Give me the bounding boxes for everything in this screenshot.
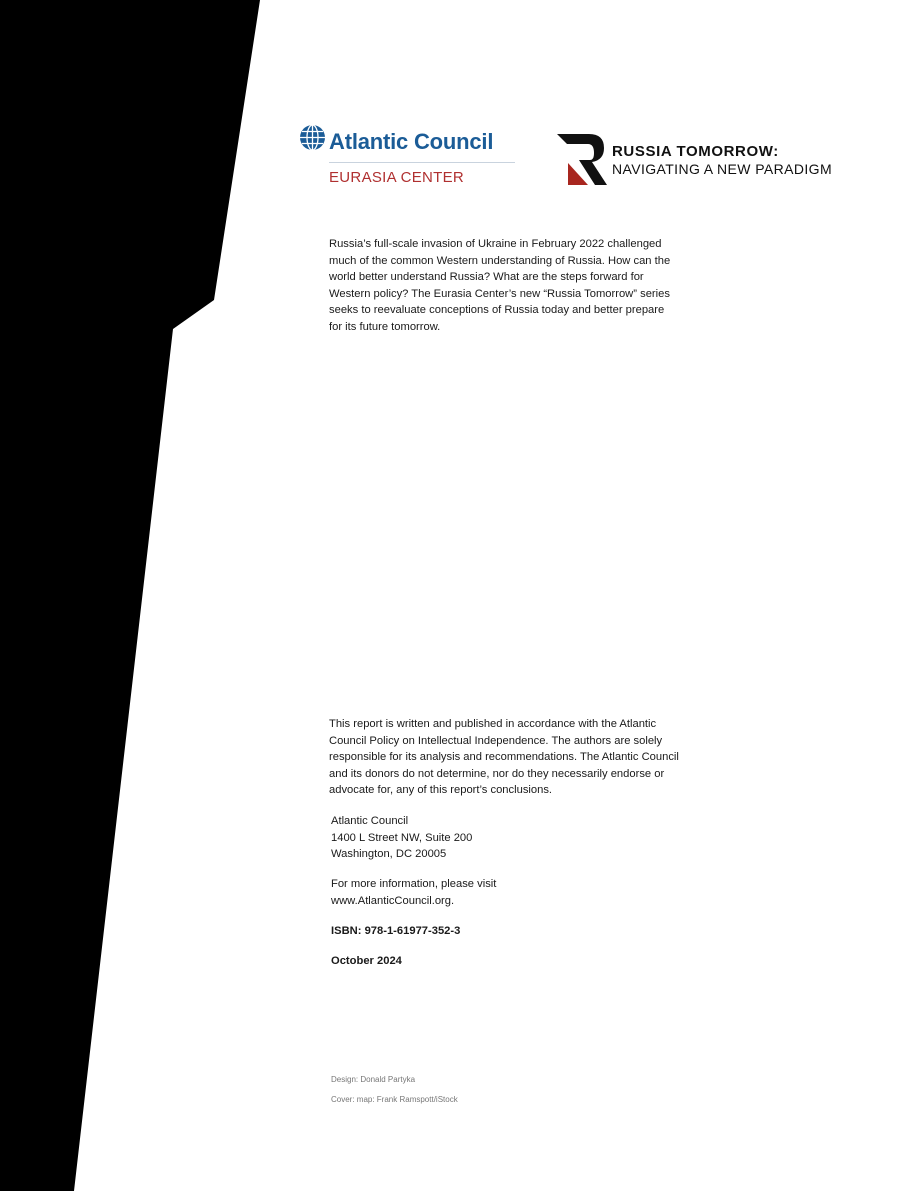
atlantic-council-logo — [299, 124, 519, 188]
series-description: Russia’s full-scale invasion of Ukraine in February 2022 challenged much of the common Western understanding of Russia. How can the world better understand Russia? What are the steps forward for Western policy? The Eurasia Center’s new “Russia Tomorrow” series seeks to reevaluate conceptions of Russia today and better prepare for its future tomorrow. — [329, 238, 671, 333]
cover-credit: Cover: map: Frank Ramspott/iStock — [331, 1095, 458, 1104]
publication-date: October 2024 — [331, 955, 402, 967]
address-street: 1400 L Street NW, Suite 200 — [331, 831, 473, 844]
mailing-address — [331, 813, 472, 863]
address-org: Atlantic Council — [331, 815, 409, 827]
more-info — [331, 876, 496, 909]
eurasia-center-label: EURASIA CENTER — [329, 169, 465, 186]
isbn-number: ISBN: 978-1-61977-352-3 — [331, 925, 461, 937]
atlantic-council-name: Atlantic Council — [329, 129, 494, 154]
design-credit: Design: Donald Partyka — [331, 1075, 416, 1084]
russia-tomorrow-logo — [557, 134, 857, 186]
website-link[interactable]: www.AtlanticCouncil.org. — [331, 894, 455, 907]
series-subtitle: NAVIGATING A NEW PARADIGM — [612, 161, 833, 177]
r-monogram-icon — [557, 134, 607, 185]
logo-divider — [329, 162, 515, 163]
independence-statement: This report is written and published in accordance with the Atlantic Council Policy on Intellectual Independence. The authors are solely responsible for its analysis and recommendations. The Atlantic Council and its donors do not determine, nor do they necessarily endorse or advocate for, any of this report’s conclusions. — [329, 718, 679, 797]
address-city: Washington, DC 20005 — [331, 848, 447, 861]
more-info-text: For more information, please visit — [331, 878, 497, 890]
series-title: RUSSIA TOMORROW: — [612, 143, 779, 160]
globe-icon — [299, 124, 326, 151]
